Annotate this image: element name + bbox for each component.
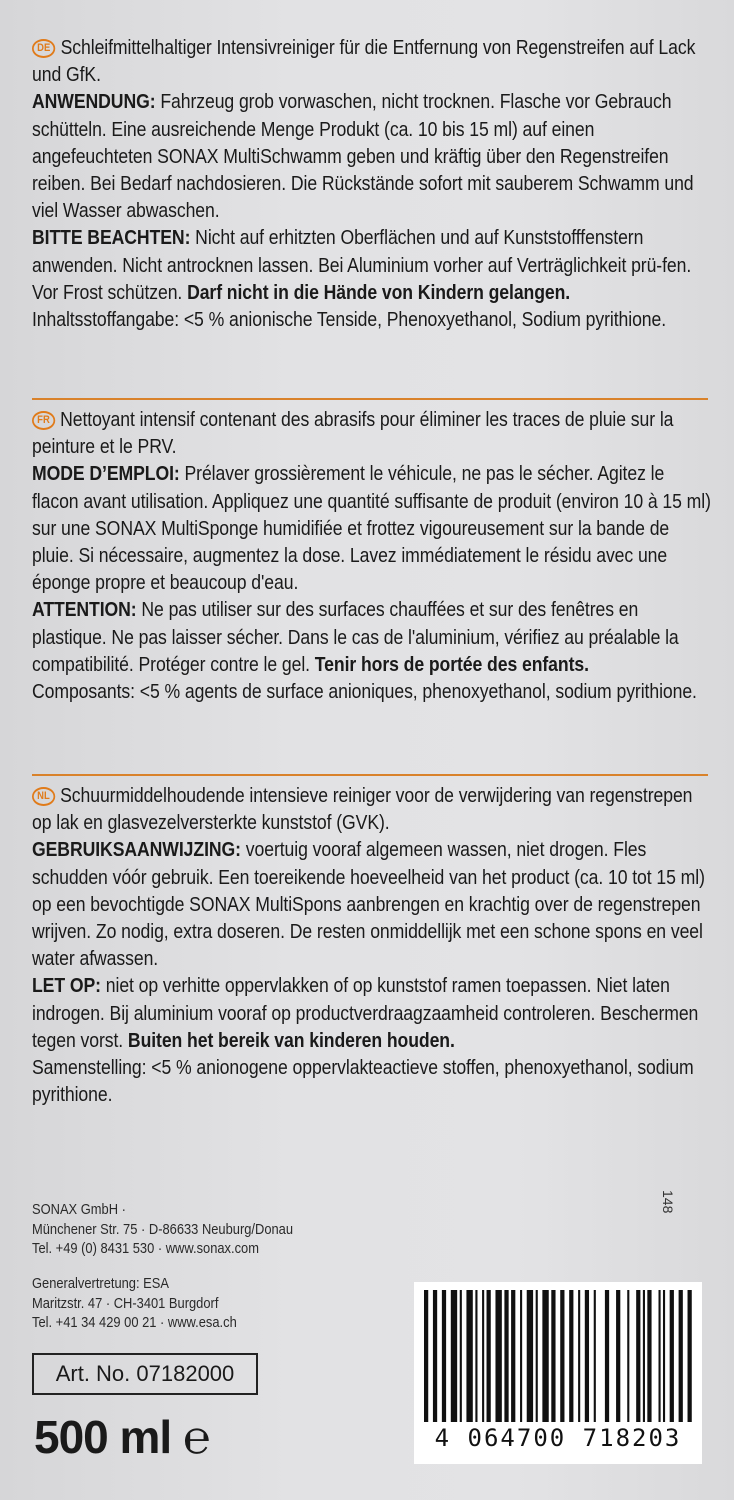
note-text-de: Nicht auf erhitzten Oberflächen und auf Kunststofffenstern anwenden. Nicht antrocknen lassen. Bei Aluminium vorher auf Verträglichkeit prü-fen. Vor Frost schützen. xyxy=(32,226,692,304)
barcode-bar xyxy=(647,1290,651,1422)
note-label-fr: ATTENTION: xyxy=(32,598,137,622)
lang-badge-de: DE xyxy=(32,39,55,58)
ingredients-fr: Composants: <5 % agents de surface anioniques, phenoxyethanol, sodium pyrithione. xyxy=(32,680,697,704)
barcode-bar xyxy=(659,1290,661,1422)
barcode-bar xyxy=(495,1290,501,1422)
barcode-bar xyxy=(578,1290,580,1422)
barcode-digits: 4 064700 718203 xyxy=(434,1424,682,1452)
ingredients-nl: Samenstelling: <5 % anionogene oppervlakteactieve stoffen, phenoxyethanol, sodium pyrithione. xyxy=(32,1056,694,1107)
manufacturer-contact: Tel. +49 (0) 8431 530 · www.sonax.com xyxy=(32,1240,259,1257)
barcode-bar xyxy=(616,1290,620,1422)
divider-fr xyxy=(32,774,708,776)
barcode-bar xyxy=(475,1290,477,1422)
note-text-fr: Ne pas utiliser sur des surfaces chauffées et sur des fenêtres en plastique. Ne pas laisser sécher. Dans le cas de l'aluminium, vérifiez au préalable la compatibilité. Protéger contre le gel. xyxy=(32,598,679,676)
note-label-nl: LET OP: xyxy=(32,974,101,998)
note-text-nl: niet op verhitte oppervlakken of op kunststof ramen toepassen. Niet laten indrogen. Bij aluminium vooraf op productverdraagzaamheid controleren. Beschermen tegen vorst. xyxy=(32,974,699,1052)
intro-fr: Nettoyant intensif contenant des abrasifs pour éliminer les traces de pluie sur la peinture et le PRV. xyxy=(32,408,674,459)
section-fr xyxy=(32,406,711,705)
barcode-bar xyxy=(482,1290,484,1422)
usage-label-fr: MODE D’EMPLOI: xyxy=(32,462,180,486)
barcode xyxy=(414,1282,702,1464)
distributor-block xyxy=(32,1274,237,1333)
barcode-bar xyxy=(460,1290,462,1422)
barcode-bar xyxy=(433,1290,437,1422)
batch-code: 148 xyxy=(660,1190,676,1214)
barcode-bar xyxy=(670,1290,674,1422)
barcode-bar xyxy=(466,1290,472,1422)
intro-nl: Schuurmiddelhoudende intensieve reiniger voor de verwijdering van regenstrepen op lak en glasvezelversterkte kunststof (GVK). xyxy=(32,784,693,835)
barcode-bar xyxy=(487,1290,491,1422)
divider-de xyxy=(32,398,708,400)
barcode-bar xyxy=(643,1290,645,1422)
intro-de: Schleifmittelhaltiger Intensivreiniger für die Entfernung von Regenstreifen auf Lack und GfK. xyxy=(32,36,696,87)
barcode-bar xyxy=(511,1290,515,1422)
barcode-bar xyxy=(688,1290,692,1422)
usage-text-fr: Prélaver grossièrement le véhicule, ne pas le sécher. Agitez le flacon avant utilisation. Appliquez une quantité suffisante de produit (environ 10 à 15 ml) sur une SONAX MultiSponge humidifiée et frottez vigoureusement sur la bande de pluie. Si nécessaire, augmentez la dose. Lavez immédiatement le résidu avec une éponge propre et beaucoup d'eau. xyxy=(32,462,711,595)
usage-text-nl: voertuig vooraf algemeen wassen, niet drogen. Fles schudden vóór gebruik. Een toereikende hoeveelheid van het product (ca. 10 tot 15 ml) op een bevochtigde SONAX MultiSpons aanbrengen en krachtig over de regenstrepen wrijven. Zo nodig, extra doseren. De resten onmiddellijk met een schone spons en veel water afwassen. xyxy=(32,838,705,971)
manufacturer-block xyxy=(32,1200,293,1259)
usage-text-de: Fahrzeug grob vorwaschen, nicht trocknen. Flasche vor Gebrauch schütteln. Eine ausreichende Menge Produkt (ca. 10 bis 15 ml) auf einen angefeuchteten SONAX MultiSchwamm geben und kräftig über den Regenstreifen reiben. Bei Bedarf nachdosieren. Die Rückstände sofort mit sauberem Schwamm und viel Wasser abwaschen. xyxy=(32,90,694,223)
barcode-bar xyxy=(569,1290,573,1422)
barcode-bar xyxy=(542,1290,548,1422)
article-number-text: Art. No. 07182000 xyxy=(55,1361,235,1386)
usage-label-nl: GEBRUIKSAANWIJZING: xyxy=(32,838,241,862)
distributor-contact: Tel. +41 34 429 00 21 · www.esa.ch xyxy=(32,1314,237,1331)
barcode-bar xyxy=(636,1290,640,1422)
distributor-name: Generalvertretung: ESA xyxy=(32,1275,169,1292)
article-number xyxy=(32,1353,258,1395)
barcode-bar xyxy=(527,1290,533,1422)
barcode-bar xyxy=(504,1290,508,1422)
distributor-address: Maritzstr. 47 · CH-3401 Burgdorf xyxy=(32,1294,219,1312)
barcode-bar xyxy=(663,1290,665,1422)
barcode-bar xyxy=(536,1290,538,1422)
lang-badge-fr: FR xyxy=(32,411,55,430)
usage-label-de: ANWENDUNG: xyxy=(32,90,156,114)
warning-nl: Buiten het bereik van kinderen houden. xyxy=(127,1028,455,1052)
barcode-bar xyxy=(520,1290,522,1422)
barcode-bar xyxy=(627,1290,629,1422)
warning-fr: Tenir hors de portée des enfants. xyxy=(314,652,589,676)
barcode-bar xyxy=(594,1290,596,1422)
barcode-bar xyxy=(585,1290,589,1422)
volume: 500 ml ℮ xyxy=(34,1411,210,1463)
barcode-bar xyxy=(679,1290,683,1422)
warning-de: Darf nicht in die Hände von Kindern gelangen. xyxy=(187,280,571,304)
barcode-bar xyxy=(560,1290,564,1422)
barcode-bar xyxy=(451,1290,457,1422)
lang-badge-nl: NL xyxy=(32,787,55,806)
section-nl xyxy=(32,782,705,1108)
manufacturer-address: Münchener Str. 75 · D-86633 Neuburg/Donau xyxy=(32,1220,294,1238)
manufacturer-name: SONAX GmbH · xyxy=(32,1201,126,1218)
barcode-bar xyxy=(551,1290,555,1422)
barcode-bars xyxy=(424,1290,692,1422)
note-label-de: BITTE BEACHTEN: xyxy=(32,226,191,250)
barcode-bar xyxy=(424,1290,428,1422)
ingredients-de: Inhaltsstoffangabe: <5 % anionische Tenside, Phenoxyethanol, Sodium pyrithione. xyxy=(32,308,667,332)
barcode-bar xyxy=(605,1290,609,1422)
barcode-bar xyxy=(442,1290,446,1422)
section-de xyxy=(32,34,696,333)
